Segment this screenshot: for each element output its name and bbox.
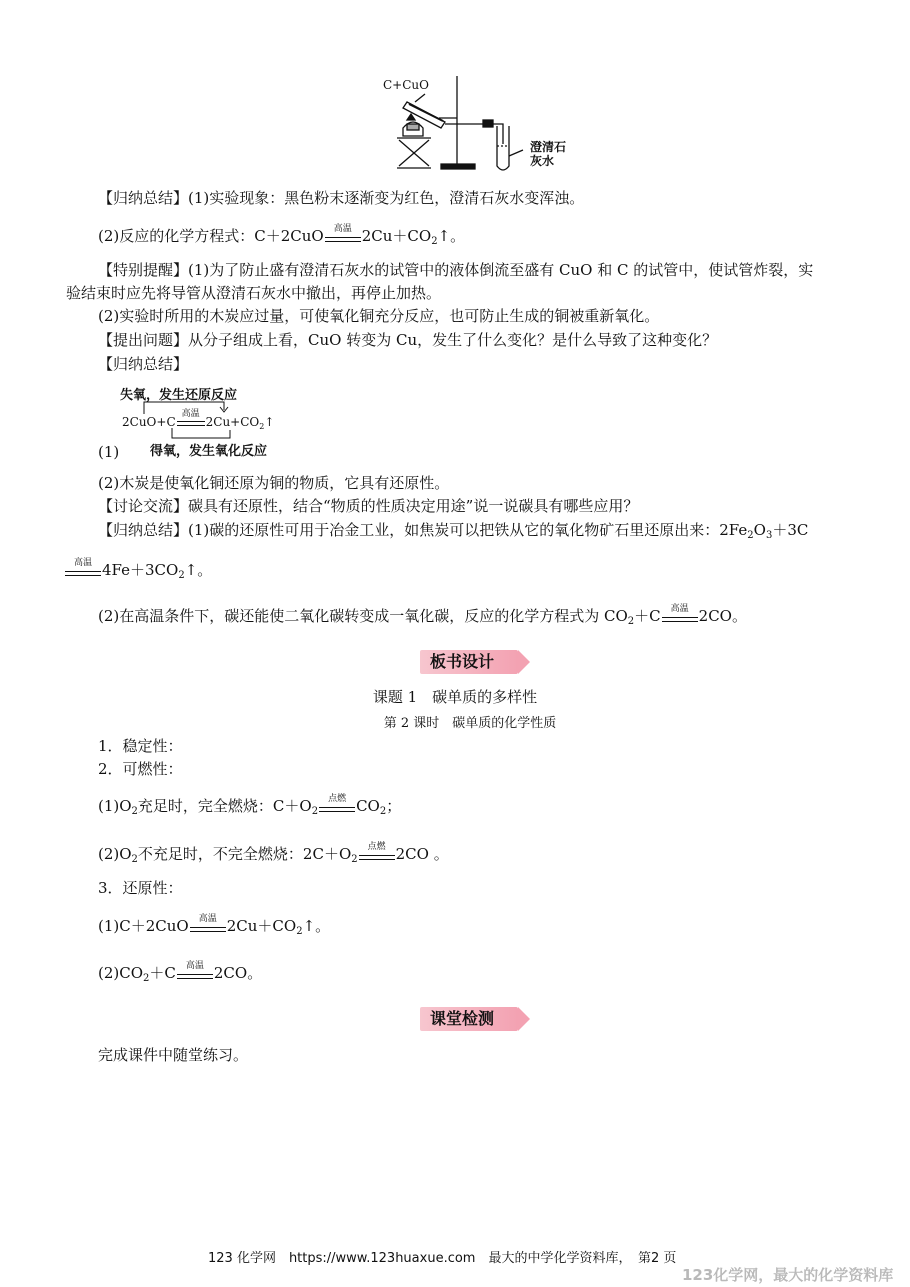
check-text: 完成课件中随堂练习。 <box>98 1046 249 1064</box>
eq-suffix: 2Cu＋CO <box>361 227 432 245</box>
lime-water-label-2: 灰水 <box>530 154 555 168</box>
summary2-tag: 【归纳总结】 <box>98 355 189 373</box>
redox-right: 2Cu+CO <box>205 415 260 429</box>
red2-cond: 高温 <box>185 961 204 971</box>
remind-line-1 <box>98 260 813 280</box>
watermark: 123化学网，最大的化学资料库 <box>682 1266 894 1284</box>
board-subtitle: 第 2 课时 碳单质的化学性质 <box>383 716 557 731</box>
summary3-cond2: 高温 <box>670 604 689 614</box>
eq-sign <box>324 226 362 246</box>
summary1 <box>98 188 584 208</box>
comb2-sub: 2 <box>131 854 138 865</box>
summary3-text2-end: 2CO。 <box>698 607 747 625</box>
red1-cond: 高温 <box>198 914 217 924</box>
fe-sub: 2 <box>747 530 754 541</box>
check-banner-text: 课堂检测 <box>430 1009 495 1028</box>
comb2-cond: 点燃 <box>367 842 386 852</box>
red2-b: ＋C <box>149 964 176 982</box>
red1-sub: 2 <box>296 926 303 937</box>
summary3-eq2-sign <box>661 606 699 626</box>
red1-a: (1)C＋2CuO <box>98 917 189 935</box>
summary3-line2-text: 4Fe＋3CO <box>102 561 179 579</box>
summary2-text2: (2)木炭是使氧化铜还原为铜的物质，它具有还原性。 <box>98 474 450 492</box>
board-banner <box>420 650 518 674</box>
remind-tag: 【特别提醒】 <box>98 261 189 279</box>
summary3-text2-mid: ＋C <box>634 607 661 625</box>
comb2-a: (2)O <box>98 845 132 863</box>
remind-line-3: (2)实验时所用的木炭应过量，可使氧化铜充分反应，也可防止生成的铜被重新氧化。 <box>98 307 660 325</box>
plus-3c: ＋3C <box>772 521 809 539</box>
red1-eq-sign <box>189 916 227 936</box>
board-title: 课题 1 碳单质的多样性 <box>372 688 538 706</box>
tube-label: C+CuO <box>383 78 429 92</box>
summary3-line2-sub: 2 <box>178 570 185 581</box>
footer-text[interactable]: 123 化学网 https://www.123huaxue.com 最大的中学化学资料库， 第2 页 <box>208 1251 677 1266</box>
comb1-sub3: 2 <box>379 806 387 817</box>
redox-sub: 2 <box>259 422 265 431</box>
eq-up: ↑。 <box>437 227 466 245</box>
discuss-line <box>98 496 638 516</box>
board-banner-text: 板书设计 <box>430 652 495 671</box>
comb2-c: 2CO 。 <box>395 845 449 863</box>
comb1-a: (1)O <box>98 797 132 815</box>
summary3-text2: (2)在高温条件下，碳还能使二氧化碳转变成一氧化碳，反应的化学方程式为 CO <box>98 607 628 625</box>
summary3-text2-sub: 2 <box>627 616 635 627</box>
redox-up: ↑ <box>264 415 275 429</box>
reduction-2 <box>98 963 262 989</box>
redox-top-label: 失氧，发生还原反应 <box>120 388 238 403</box>
red1-b: 2Cu＋CO <box>226 917 297 935</box>
comb2-eq-sign <box>358 844 396 864</box>
comb1-eq-sign <box>318 796 356 816</box>
board-item1: 1．稳定性： <box>98 737 183 755</box>
question-text: 从分子组成上看，CuO 转变为 Cu，发生了什么变化？是什么导致了这种变化？ <box>188 331 718 349</box>
redox-eq-sign <box>176 409 206 430</box>
redox-number: (1) <box>98 443 120 461</box>
red2-sub: 2 <box>143 973 150 984</box>
board-item2: 2．可燃性： <box>98 760 183 778</box>
question-line <box>98 330 717 350</box>
summary3-line3 <box>98 606 747 632</box>
combustion-full <box>98 796 401 822</box>
comb1-sub: 2 <box>131 806 138 817</box>
summary3-line1 <box>98 520 808 546</box>
red1-c: ↑。 <box>302 917 331 935</box>
redox-cond: 高温 <box>181 409 200 419</box>
red2-c: 2CO。 <box>213 964 263 982</box>
redox-equation <box>122 409 275 435</box>
o-sub: 3 <box>765 530 773 541</box>
question-tag: 【提出问题】 <box>98 331 189 349</box>
o-text: O <box>753 521 766 539</box>
comb1-sub2: 2 <box>311 806 319 817</box>
summary3-line2 <box>64 560 212 586</box>
remind-line-2: 验结束时应先将导管从澄清石灰水中撤出，再停止加热。 <box>66 284 442 302</box>
summary3-text1: (1)碳的还原性可用于冶金工业，如焦炭可以把铁从它的氧化物矿石里还原出来：2Fe <box>188 521 748 539</box>
remind-text-1: (1)为了防止盛有澄清石灰水的试管中的液体倒流至盛有 CuO 和 C 的试管中，使试管炸裂，实 <box>188 261 814 279</box>
combustion-partial <box>98 844 449 870</box>
lime-water-label-1: 澄清石 <box>530 140 567 154</box>
eq-prefix: (2)反应的化学方程式：C＋2CuO <box>98 227 324 245</box>
comb1-c: CO <box>356 797 380 815</box>
summary3-line2-end: ↑。 <box>184 561 213 579</box>
comb2-sub2: 2 <box>351 854 358 865</box>
comb2-b: 不充足时，不完全燃烧：2C＋O <box>137 845 352 863</box>
check-banner <box>420 1007 518 1031</box>
comb1-b: 充足时，完全燃烧：C＋O <box>137 797 312 815</box>
comb1-d: ； <box>386 797 402 815</box>
summary1-text: (1)实验现象：黑色粉末逐渐变为红色，澄清石灰水变浑浊。 <box>188 189 585 207</box>
eq-subscript: 2 <box>431 236 438 247</box>
cond-label: 高温 <box>333 224 352 234</box>
summary3-cond: 高温 <box>73 558 92 568</box>
equation-line <box>98 226 465 252</box>
reduction-1 <box>98 916 330 942</box>
redox-bottom-label: 得氧，发生氧化反应 <box>150 444 268 459</box>
redox-left: 2CuO+C <box>122 415 176 429</box>
discuss-text: 碳具有还原性，结合“物质的性质决定用途”说一说碳具有哪些应用？ <box>188 497 639 515</box>
comb1-cond: 点燃 <box>328 794 347 804</box>
summary3-tag: 【归纳总结】 <box>98 521 189 539</box>
summary3-eq-sign <box>64 560 102 580</box>
board-item3: 3．还原性： <box>98 879 183 897</box>
red2-a: (2)CO <box>98 964 144 982</box>
summary1-tag: 【归纳总结】 <box>98 189 189 207</box>
red2-eq-sign <box>176 963 214 983</box>
discuss-tag: 【讨论交流】 <box>98 497 189 515</box>
